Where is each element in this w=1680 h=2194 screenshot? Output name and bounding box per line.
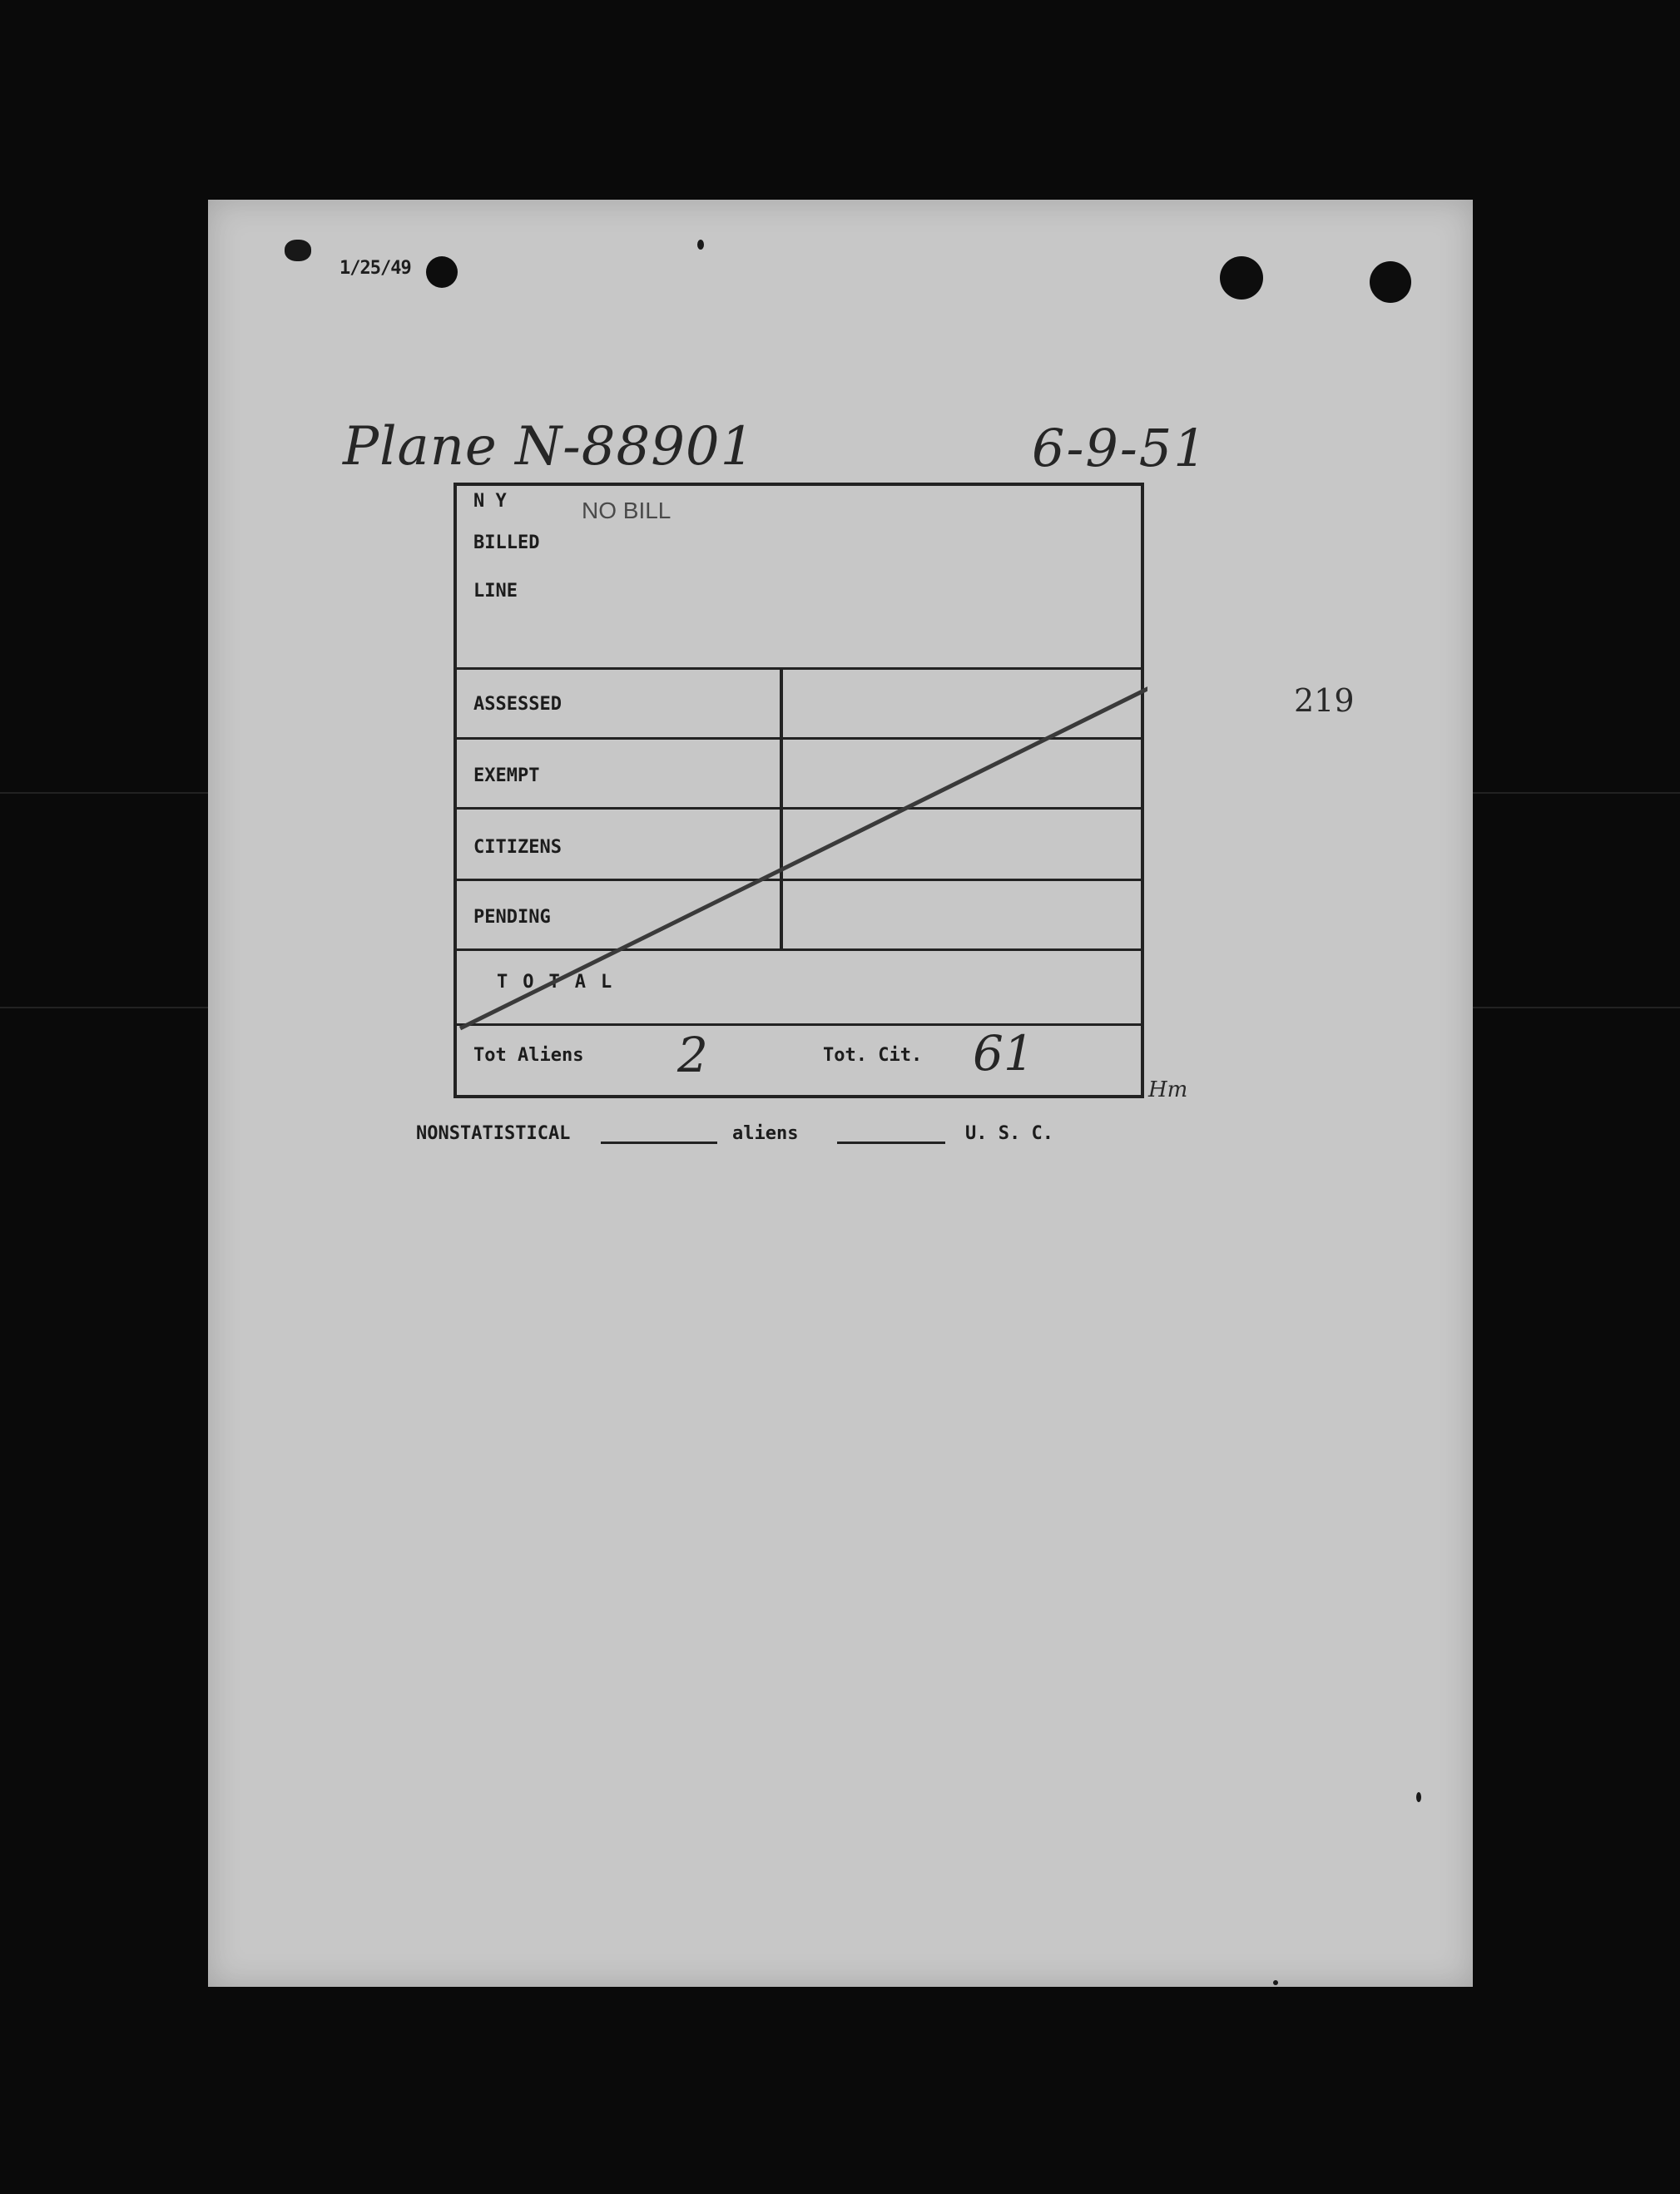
label-tot-aliens: Tot Aliens (473, 1045, 584, 1066)
ink-speck (1416, 1792, 1421, 1802)
label-exempt: EXEMPT (473, 765, 540, 786)
handwritten-initials: Hm (1148, 1077, 1188, 1102)
label-total: TOTAL (497, 972, 627, 993)
label-ny: N Y (473, 491, 507, 512)
handwritten-tot-aliens: 2 (677, 1027, 708, 1083)
document-page (208, 200, 1473, 1987)
label-aliens: aliens (732, 1123, 799, 1144)
ink-blot (285, 240, 311, 261)
manifest-tally-form (453, 483, 1144, 1098)
ink-speck (697, 240, 704, 250)
punch-hole (1370, 261, 1411, 303)
label-citizens: CITIZENS (473, 837, 562, 858)
blank-rule (601, 1142, 717, 1144)
label-pending: PENDING (473, 907, 551, 928)
stamp-date-code: 1/25/49 (339, 258, 411, 279)
blank-rule (837, 1142, 945, 1144)
page-number: 219 (1294, 682, 1355, 719)
handwritten-tot-cit: 61 (973, 1025, 1034, 1082)
label-billed: BILLED (473, 532, 540, 553)
label-assessed: ASSESSED (473, 694, 562, 715)
ink-speck (1273, 1980, 1278, 1985)
handwritten-plane-number: Plane N-88901 (343, 416, 756, 478)
no-bill-stamp: NO BILL (582, 498, 672, 523)
punch-hole (1220, 256, 1263, 300)
punch-hole (426, 256, 458, 288)
label-usc: U. S. C. (965, 1123, 1053, 1144)
nonstatistical-line (416, 1123, 1165, 1156)
cancel-slash (457, 486, 1147, 1102)
label-nonstatistical: NONSTATISTICAL (416, 1123, 571, 1144)
label-line: LINE (473, 581, 518, 602)
label-tot-cit: Tot. Cit. (823, 1045, 923, 1066)
handwritten-date: 6-9-51 (1032, 418, 1208, 478)
